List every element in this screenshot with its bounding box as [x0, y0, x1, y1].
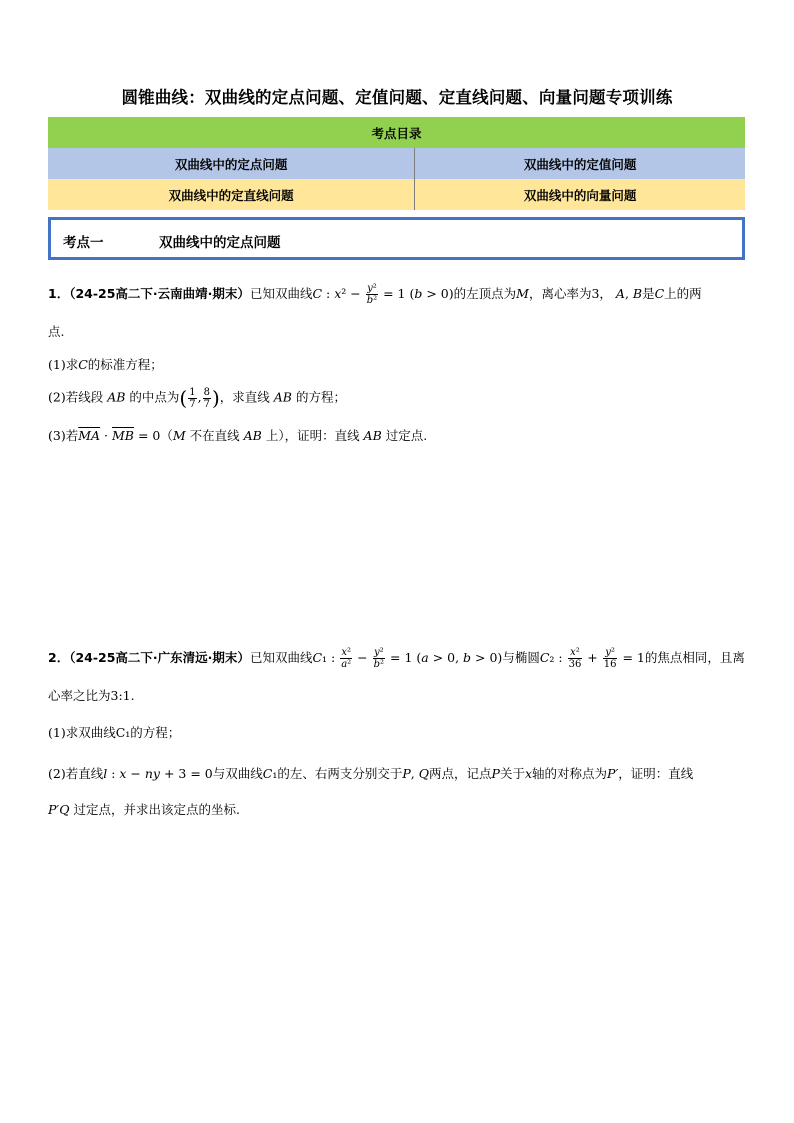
q1-source: （24-25高二下·云南曲靖·期末） — [69, 286, 250, 301]
q1-number: 1． — [48, 286, 70, 301]
q2-stem-cont: 心率之比为3:1. — [48, 688, 135, 703]
q2-number: 2． — [48, 650, 70, 665]
toc-item-vector[interactable]: 双曲线中的向量问题 — [415, 179, 745, 210]
q2-part2-cont: P′Q 过定点，并求出该定点的坐标. — [48, 802, 240, 817]
q2-source: （24-25高二下·广东清远·期末） — [69, 650, 250, 665]
q1-part2: (2)若线段 AB 的中点为( $\frac{1}{7}$ , $\frac{8}{7}$ )，求直线 AB 的方程； — [48, 386, 346, 410]
q1-stem: 1．（24-25高二下·云南曲靖·期末）已知双曲线C : x² − $\frac{\text{y²}}{\text{b²}}$ = 1 (b > 0)的左顶点为M，离心率为3， A, B是C上的两 — [48, 283, 702, 306]
q1-part1: (1)求C的标准方程； — [48, 357, 163, 372]
q2-part1: (1)求双曲线C₁的方程； — [48, 725, 181, 740]
q1-part3: (3)若$\overline{MA} \cdot \overline{MB} = 0(M$ 不在直线 AB 上），证明：直线 AB 过定点. — [48, 428, 428, 443]
q2-stem: 2．（24-25高二下·广东清远·期末）已知双曲线C₁ : $\frac{\text{x²}}{\text{a²}}$ − $\frac{\text{y²}}{\text{b²}}$ = 1 (a > 0, b > 0)与椭圆C₂ : $\frac{\text{x²}}{36}$ + $\frac{\text{y²}}{16}$ = 1的焦点相同，且离 — [48, 647, 745, 670]
section-number: 考点一 — [63, 235, 104, 251]
toc-header: 考点目录 — [48, 117, 745, 148]
toc-item-fixed-point[interactable]: 双曲线中的定点问题 — [48, 148, 415, 179]
toc-item-fixed-line[interactable]: 双曲线中的定直线问题 — [48, 179, 415, 210]
section-header — [48, 217, 745, 260]
toc-item-fixed-value[interactable]: 双曲线中的定值问题 — [415, 148, 745, 179]
section-name: 双曲线中的定点问题 — [159, 235, 281, 251]
q2-part2: (2)若直线l : x − ny + 3 = 0与双曲线C₁的左、右两支分别交于P, Q两点，记点P关于x轴的对称点为P′，证明：直线 — [48, 766, 694, 781]
toc-table — [48, 117, 745, 210]
page-title: 圆锥曲线：双曲线的定点问题、定值问题、定直线问题、向量问题专项训练 — [121, 88, 673, 107]
q1-stem-cont: 点. — [48, 324, 65, 339]
